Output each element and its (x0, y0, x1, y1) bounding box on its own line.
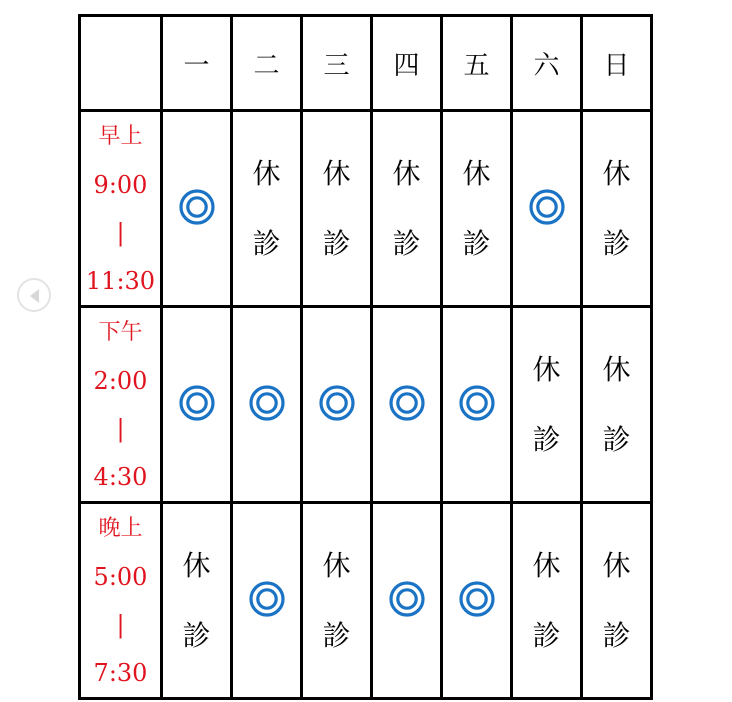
closed-cell (372, 111, 442, 307)
start-time: 2:00 (93, 366, 148, 395)
closed-text: 休診 (392, 156, 421, 260)
closed-cell (302, 503, 372, 699)
time-separator: | (116, 414, 125, 443)
time-cell (80, 307, 162, 503)
slot-row-evening (80, 503, 652, 699)
day-header-fri: 五 (442, 16, 512, 111)
slot-row-morning (80, 111, 652, 307)
day-header-sat: 六 (512, 16, 582, 111)
closed-cell (582, 307, 652, 503)
slot-label: 下午 (98, 319, 143, 345)
open-cell (442, 307, 512, 503)
open-cell (372, 307, 442, 503)
double-circle-icon (179, 189, 215, 225)
day-header-mon: 一 (162, 16, 232, 111)
double-circle-icon (249, 581, 285, 617)
slot-label: 晚上 (98, 515, 143, 541)
closed-cell (512, 503, 582, 699)
end-time: 4:30 (93, 462, 148, 491)
time-separator: | (116, 610, 125, 639)
closed-text: 休診 (322, 156, 351, 260)
closed-text: 休診 (602, 352, 631, 456)
double-circle-icon (319, 385, 355, 421)
closed-text: 休診 (182, 548, 211, 652)
double-circle-icon (179, 385, 215, 421)
carousel-prev-button[interactable] (17, 278, 51, 312)
open-cell (162, 111, 232, 307)
open-cell (232, 307, 302, 503)
open-cell (232, 503, 302, 699)
closed-cell (302, 111, 372, 307)
closed-text: 休診 (602, 548, 631, 652)
open-cell (512, 111, 582, 307)
closed-cell (512, 307, 582, 503)
day-header-sun: 日 (582, 16, 652, 111)
double-circle-icon (249, 385, 285, 421)
double-circle-icon (529, 189, 565, 225)
closed-cell (582, 111, 652, 307)
closed-text: 休診 (602, 156, 631, 260)
triangle-left-icon (28, 288, 42, 304)
end-time: 11:30 (85, 266, 156, 295)
double-circle-icon (459, 385, 495, 421)
closed-text: 休診 (252, 156, 281, 260)
time-separator: | (116, 218, 125, 247)
time-cell (80, 503, 162, 699)
start-time: 9:00 (93, 170, 148, 199)
closed-cell (232, 111, 302, 307)
double-circle-icon (459, 581, 495, 617)
end-time: 7:30 (93, 658, 148, 687)
closed-text: 休診 (532, 548, 561, 652)
start-time: 5:00 (93, 562, 148, 591)
closed-text: 休診 (532, 352, 561, 456)
day-header-thu: 四 (372, 16, 442, 111)
double-circle-icon (389, 385, 425, 421)
day-header-tue: 二 (232, 16, 302, 111)
open-cell (372, 503, 442, 699)
closed-text: 休診 (462, 156, 491, 260)
closed-text: 休診 (322, 548, 351, 652)
day-header-wed: 三 (302, 16, 372, 111)
slot-label: 早上 (98, 123, 143, 149)
corner-cell (80, 16, 162, 111)
open-cell (302, 307, 372, 503)
closed-cell (162, 503, 232, 699)
closed-cell (582, 503, 652, 699)
double-circle-icon (389, 581, 425, 617)
clinic-schedule-table (78, 14, 653, 700)
open-cell (162, 307, 232, 503)
slot-row-afternoon (80, 307, 652, 503)
header-row (80, 16, 652, 111)
closed-cell (442, 111, 512, 307)
time-cell (80, 111, 162, 307)
open-cell (442, 503, 512, 699)
